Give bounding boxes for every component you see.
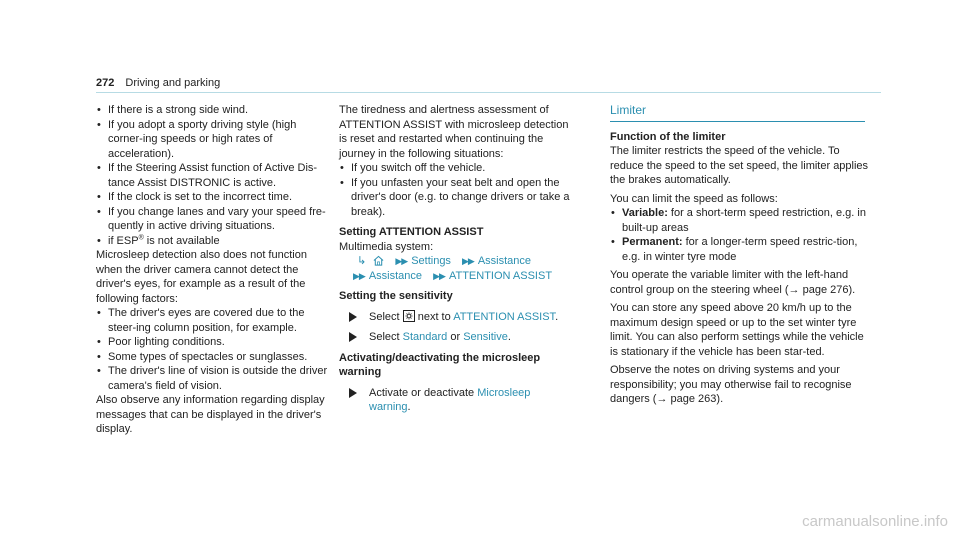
chevron-double-icon: ▶▶ xyxy=(462,256,474,266)
nav-settings[interactable]: Settings xyxy=(411,255,451,267)
step-select-sensitivity: Select Standard or Sensitive. xyxy=(339,330,571,345)
page-number: 272 xyxy=(96,77,115,89)
chevron-double-icon: ▶▶ xyxy=(433,270,445,281)
step-select-settings: Select next to ATTENTION ASSIST. xyxy=(339,310,571,325)
paragraph: Also observe any information regarding display messages that can be displayed in the driver's display. xyxy=(96,394,325,435)
heading-setting-attention-assist: Setting ATTENTION ASSIST xyxy=(339,226,484,238)
paragraph: You operate the variable limiter with the left-hand control group on the steering wheel (→ page 276). xyxy=(610,269,856,296)
heading-microsleep-warning: Activating/deactivating the microsleep warning xyxy=(339,351,541,378)
bullet-icon: • xyxy=(97,307,101,319)
paragraph: You can limit the speed as follows: xyxy=(610,192,778,205)
list-item: • The driver's eyes are covered due to the steer-ing column position, for example. xyxy=(97,307,305,334)
home-icon xyxy=(373,255,384,266)
list-item: • If you switch off the vehicle. xyxy=(340,162,486,174)
list-item: • If you adopt a sporty driving style (high corner-ing speeds or high rates of acceleration). xyxy=(97,118,297,160)
bullet-icon: • xyxy=(97,191,101,203)
bullet-icon: • xyxy=(97,336,101,348)
paragraph: The limiter restricts the speed of the vehicle. To reduce the speed to the set speed, the limiter applies the brakes automatically. xyxy=(610,145,869,186)
list-item: • If you change lanes and vary your speed fre-quently in active driving situations. xyxy=(97,205,326,232)
section-divider xyxy=(610,121,865,122)
section-title: Driving and parking xyxy=(125,77,221,89)
nav-attention-assist[interactable]: ATTENTION ASSIST xyxy=(448,269,553,282)
bullet-icon: • xyxy=(611,236,615,248)
bullet-icon: • xyxy=(340,162,344,174)
list-item: • If you unfasten your seat belt and open the driver's door (e.g. to change drivers or take a break). xyxy=(340,176,570,218)
gear-icon[interactable] xyxy=(403,310,415,322)
watermark: carmanualsonline.info xyxy=(802,512,948,530)
bullet-icon: • xyxy=(97,365,101,377)
header-divider xyxy=(96,92,881,93)
bullet-icon: • xyxy=(97,350,101,363)
column-middle xyxy=(339,103,571,415)
arrow-turn-icon: ↳ xyxy=(357,255,367,267)
bullet-icon: • xyxy=(340,176,344,189)
list-item: • The driver's line of vision is outside the driver camera's field of vision. xyxy=(97,365,328,392)
bullet-icon: • xyxy=(97,118,101,131)
bullet-icon: • xyxy=(97,234,101,247)
chevron-double-icon: ▶▶ xyxy=(353,270,365,281)
list-item: • If the clock is set to the incorrect time. xyxy=(97,191,293,203)
bullet-icon: • xyxy=(97,104,101,116)
bullet-icon: • xyxy=(611,207,615,219)
step-arrow-icon xyxy=(349,332,357,342)
nav-path-line2 xyxy=(339,269,571,284)
list-item: • If the Steering Assist function of Active Dis-tance Assist DISTRONIC is active. xyxy=(97,162,318,189)
option-sensitive[interactable]: Sensitive xyxy=(463,331,508,343)
limiter-section-title: Limiter xyxy=(610,103,647,117)
list-item: • Poor lighting conditions. xyxy=(97,336,225,348)
page-header xyxy=(96,76,220,91)
chevron-double-icon: ▶▶ xyxy=(395,256,408,266)
multimedia-label: Multimedia system: xyxy=(339,240,434,253)
list-item: • If there is a strong side wind. xyxy=(97,104,249,116)
column-left xyxy=(96,103,328,437)
paragraph: Observe the notes on driving systems and your responsibility; you may otherwise fail to recognise dangers (→ page 263). xyxy=(610,364,852,405)
paragraph: Microsleep detection also does not function when the driver camera cannot detect the driver's eyes, for example as a result of the following factors: xyxy=(96,249,307,305)
column-right xyxy=(610,103,872,407)
list-item-esp: • if ESP® is not available xyxy=(97,233,220,247)
nav-assistance[interactable]: Assistance xyxy=(477,255,532,267)
bullet-icon: • xyxy=(97,162,101,174)
link-attention-assist[interactable]: ATTENTION ASSIST xyxy=(453,310,556,323)
paragraph: You can store any speed above 20 km/h up to the maximum design speed or up to the set winter tyre limit. You can also perform settings while the vehicle is stationary if the vehicle has been star-ted. xyxy=(610,302,864,358)
step-microsleep-warning: Activate or deactivate Microsleep warning. xyxy=(339,386,571,415)
nav-assistance-2[interactable]: Assistance xyxy=(368,269,423,282)
option-standard[interactable]: Standard xyxy=(402,331,448,343)
nav-path-line1 xyxy=(339,254,571,269)
step-arrow-icon xyxy=(349,388,357,398)
option-microsleep-warning[interactable]: Microsleep warning xyxy=(369,386,531,413)
list-item-permanent: • Permanent: for a longer-term speed restric-tion, e.g. in winter tyre mode xyxy=(611,236,858,263)
bullet-icon: • xyxy=(97,205,101,218)
list-item-variable: • Variable: for a short-term speed restriction, e.g. in built-up areas xyxy=(611,207,866,234)
paragraph: The tiredness and alertness assessment of ATTENTION ASSIST with microsleep detection is reset and restarted when continuing the journey in the following situations: xyxy=(339,104,569,160)
list-item: • Some types of spectacles or sunglasses. xyxy=(97,350,308,363)
heading-function-limiter: Function of the limiter xyxy=(610,130,726,143)
step-arrow-icon xyxy=(349,312,357,322)
heading-sensitivity: Setting the sensitivity xyxy=(339,290,453,302)
